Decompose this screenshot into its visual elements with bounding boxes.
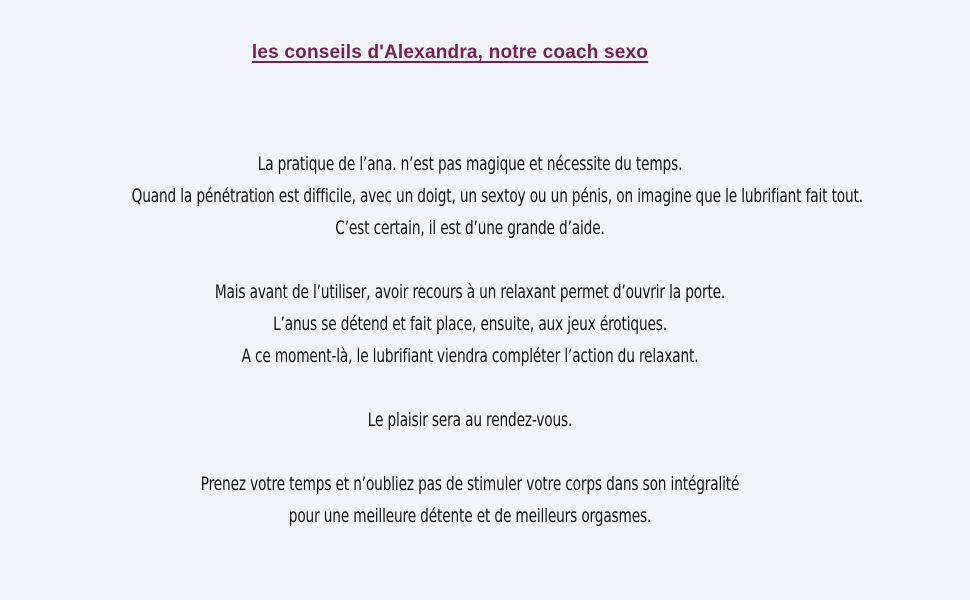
paragraph-line: Mais avant de l’utiliser, avoir recours à un relaxant permet d’ouvrir la porte. [214, 281, 726, 303]
paragraph-line: Prenez votre temps et n’oubliez pas de stimuler votre corps dans son intégralité [200, 473, 740, 495]
paragraph-3 [0, 404, 940, 436]
paragraph-2 [0, 276, 940, 372]
article-body [0, 148, 940, 564]
coach-advice-link[interactable]: les conseils d'Alexandra, notre coach sexo [251, 42, 649, 63]
paragraph-line: Quand la pénétration est difficile, avec un doigt, un sextoy ou un pénis, on imagine que le lubrifiant fait tout. [131, 185, 863, 207]
paragraph-line: Le plaisir sera au rendez-vous. [367, 409, 573, 431]
paragraph-1 [0, 148, 940, 244]
paragraph-line: C’est certain, il est d’une grande d’aide. [335, 217, 605, 239]
paragraph-line: L’anus se détend et fait place, ensuite, aux jeux érotiques. [273, 313, 667, 335]
paragraph-4 [0, 468, 940, 532]
paragraph-line: pour une meilleure détente et de meilleurs orgasmes. [288, 505, 652, 527]
heading-container [0, 42, 900, 64]
paragraph-line: La pratique de l’ana. n’est pas magique et nécessite du temps. [257, 153, 683, 175]
paragraph-line: A ce moment-là, le lubrifiant viendra compléter l’action du relaxant. [241, 345, 699, 367]
